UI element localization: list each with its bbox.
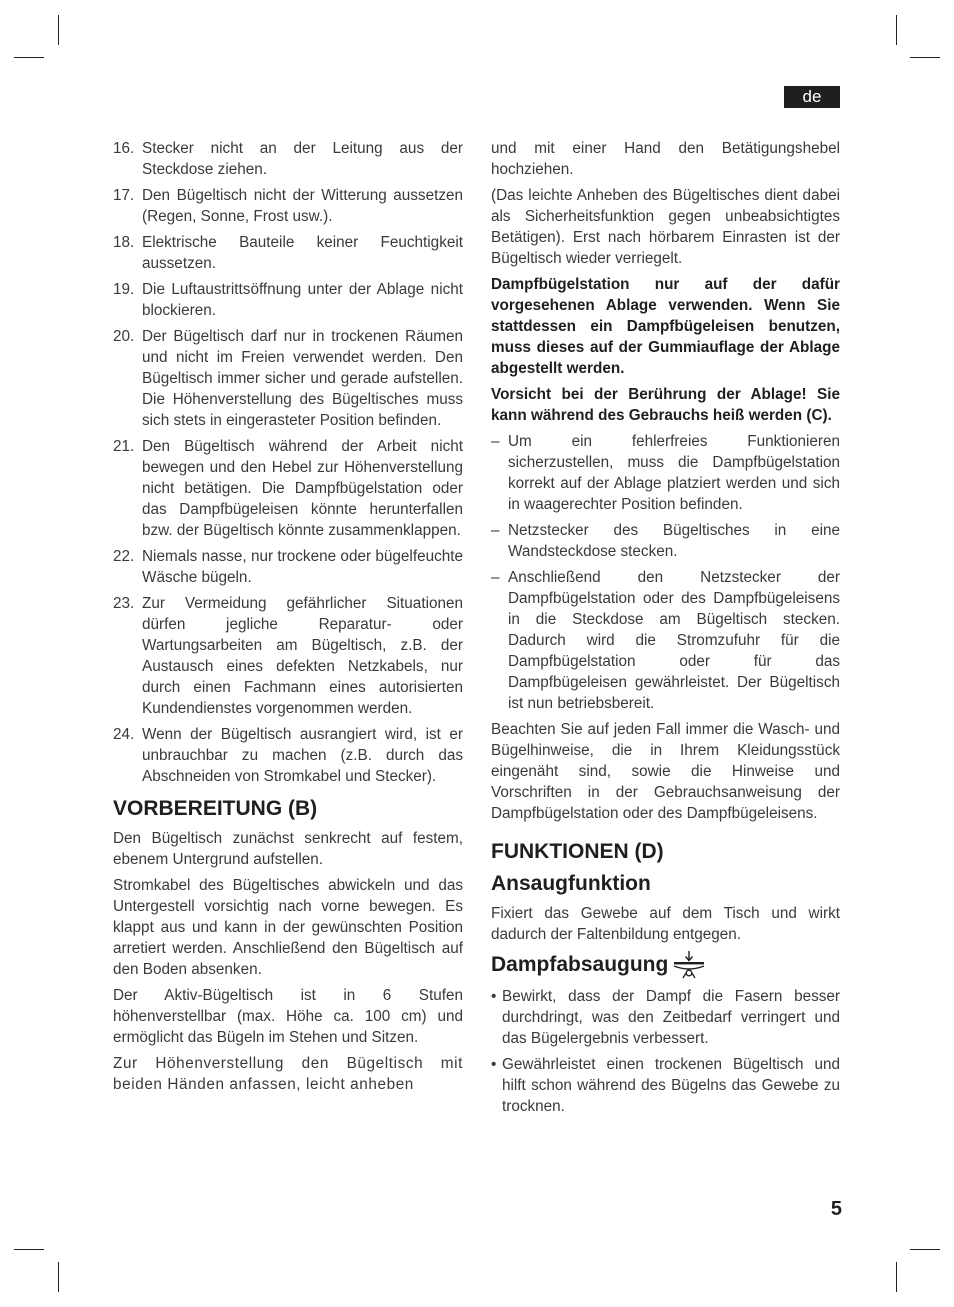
paragraph: Fixiert das Gewebe auf dem Tisch und wirkt dadurch der Faltenbildung entgegen. [491, 905, 840, 943]
crop-mark [896, 15, 897, 45]
crop-mark [14, 57, 44, 58]
section-heading-vorbereitung: VORBEREITUNG (B) [113, 797, 318, 820]
language-badge: de [784, 86, 840, 108]
paragraph: Stromkabel des Bügeltisches abwickeln und das Untergestell vorsichtig nach vorne bewegen. Es klappt aus und kann in der gewünschten Position arretiert werden. Anschließend den Bügeltisch auf den Boden absenken. [113, 877, 463, 978]
paragraph: Beachten Sie auf jeden Fall immer die Wasch- und Bügelhinweise, die in Ihrem Kleidungsstück eingenäht sind, sowie die Hinweise und Vorschriften in der Gebrauchsanweisung der Dampfbügelstation oder des Dampfbügeleisens. [491, 721, 840, 822]
item-number: 17. [113, 187, 135, 204]
item-number: 18. [113, 234, 135, 251]
item-number: 23. [113, 595, 135, 612]
item-number: 16. [113, 140, 135, 157]
crop-mark [896, 1262, 897, 1292]
bullet-marker: • [491, 1056, 497, 1073]
item-text: Um ein fehlerfreies Funktionieren sicherzustellen, muss die Dampfbügelstation korrekt auf der Ablage platziert werden und sich in waagerechter Position befinden. [508, 433, 840, 513]
paragraph: (Das leichte Anheben des Bügeltisches dient dabei als Sicherheitsfunktion gegen unbeabsichtigtes Betätigen). Erst nach hörbarem Einrasten ist der Bügeltisch wieder verriegelt. [491, 187, 840, 267]
paragraph: Zur Höhenverstellung den Bügeltisch mit beiden Händen anfassen, leicht anheben [113, 1055, 463, 1093]
dash-list [491, 431, 840, 714]
caution-paragraph: Vorsicht bei der Berührung der Ablage! Sie kann während des Gebrauchs heiß werden (C). [491, 386, 840, 424]
paragraph: Den Bügeltisch zunächst senkrecht auf festem, ebenem Untergrund aufstellen. [113, 830, 463, 868]
warning-paragraph: Dampfbügelstation nur auf der dafür vorgesehenen Ablage verwenden. Wenn Sie stattdessen ein Dampfbügeleisen benutzen, muss dieses auf der Gummiauflage der Ablage abgestellt werden. [491, 276, 840, 377]
list-item [113, 279, 463, 321]
crop-mark [910, 1249, 940, 1250]
steam-suction-icon [672, 950, 706, 980]
crop-mark [58, 1262, 59, 1292]
bullet-list [491, 986, 840, 1117]
item-text: Den Bügeltisch während der Arbeit nicht bewegen und den Hebel zur Höhenverstellung nicht betätigen. Die Dampfbügelstation oder das Dampfbügeleisen könnte herunterfallen bzw. der Bügeltisch könnte zusammenklappen. [142, 438, 463, 539]
list-item [113, 326, 463, 431]
dash-marker: – [491, 569, 500, 586]
subheading-ansaugfunktion: Ansaugfunktion [491, 872, 651, 895]
list-item [491, 520, 840, 562]
item-number: 24. [113, 726, 135, 743]
list-item [491, 431, 840, 515]
subheading-text: Dampfabsaugung [491, 953, 669, 976]
item-text: Netzstecker des Bügeltisches in eine Wandsteckdose stecken. [508, 522, 840, 560]
crop-mark [14, 1249, 44, 1250]
item-text: Gewährleistet einen trockenen Bügeltisch und hilft schon während des Bügelns das Gewebe zu trocknen. [502, 1056, 840, 1115]
item-text: Anschließend den Netzstecker der Dampfbügelstation oder des Dampfbügeleisens in die Steckdose am Bügeltisch stecken. Dadurch wird die Stromzufuhr für die Dampfbügelstation oder für das Dampfbügeleisen gewährleistet. Der Bügeltisch ist nun betriebsbereit. [508, 569, 840, 712]
dash-marker: – [491, 522, 500, 539]
crop-mark [910, 57, 940, 58]
item-text: Stecker nicht an der Leitung aus der Steckdose ziehen. [142, 140, 463, 178]
item-text: Den Bügeltisch nicht der Witterung aussetzen (Regen, Sonne, Frost usw.). [142, 187, 463, 225]
section-heading-funktionen: FUNKTIONEN (D) [491, 840, 664, 863]
crop-mark [58, 15, 59, 45]
left-column [113, 138, 463, 1100]
subheading-dampfabsaugung [491, 950, 840, 980]
safety-list [113, 138, 463, 787]
bullet-marker: • [491, 988, 497, 1005]
paragraph: Der Aktiv-Bügeltisch ist in 6 Stufen höhenverstellbar (max. Höhe ca. 100 cm) und ermöglicht das Bügeln im Stehen und Sitzen. [113, 987, 463, 1046]
item-number: 22. [113, 548, 135, 565]
item-text: Der Bügeltisch darf nur in trockenen Räumen und nicht im Freien verwendet werden. Den Bügeltisch immer sicher und gerade aufstellen. Die Höhenverstellung des Bügeltisches muss sich stets in eingerasteter Position befinden. [142, 328, 463, 429]
list-item [113, 232, 463, 274]
item-number: 20. [113, 328, 135, 345]
item-number: 21. [113, 438, 135, 455]
item-text: Zur Vermeidung gefährlicher Situationen dürfen jegliche Reparatur- oder Wartungsarbeiten am Bügeltisch, z.B. der Austausch eines defekten Netzkabels, nur durch einen Fachmann eines autorisierten Kundendienstes vorgenommen werden. [142, 595, 463, 717]
dash-marker: – [491, 433, 500, 450]
list-item [113, 593, 463, 719]
list-item [113, 436, 463, 541]
item-text: Elektrische Bauteile keiner Feuchtigkeit aussetzen. [142, 234, 463, 272]
item-number: 19. [113, 281, 135, 298]
list-item [113, 185, 463, 227]
list-item [113, 138, 463, 180]
paragraph: und mit einer Hand den Betätigungshebel hochziehen. [491, 140, 840, 178]
list-item [491, 567, 840, 714]
list-item [113, 546, 463, 588]
list-item [491, 1054, 840, 1117]
item-text: Die Luftaustrittsöffnung unter der Ablage nicht blockieren. [142, 281, 463, 319]
list-item [113, 724, 463, 787]
list-item [491, 986, 840, 1049]
item-text: Wenn der Bügeltisch ausrangiert wird, ist er unbrauchbar zu machen (z.B. durch das Abschneiden von Stromkabel und Stecker). [142, 726, 463, 785]
page-number: 5 [830, 1198, 842, 1220]
item-text: Bewirkt, dass der Dampf die Fasern besser durchdringt, was den Zeitbedarf verringert und das Bügelergebnis verbessert. [502, 988, 840, 1047]
right-column [491, 138, 840, 1122]
item-text: Niemals nasse, nur trockene oder bügelfeuchte Wäsche bügeln. [142, 548, 463, 586]
